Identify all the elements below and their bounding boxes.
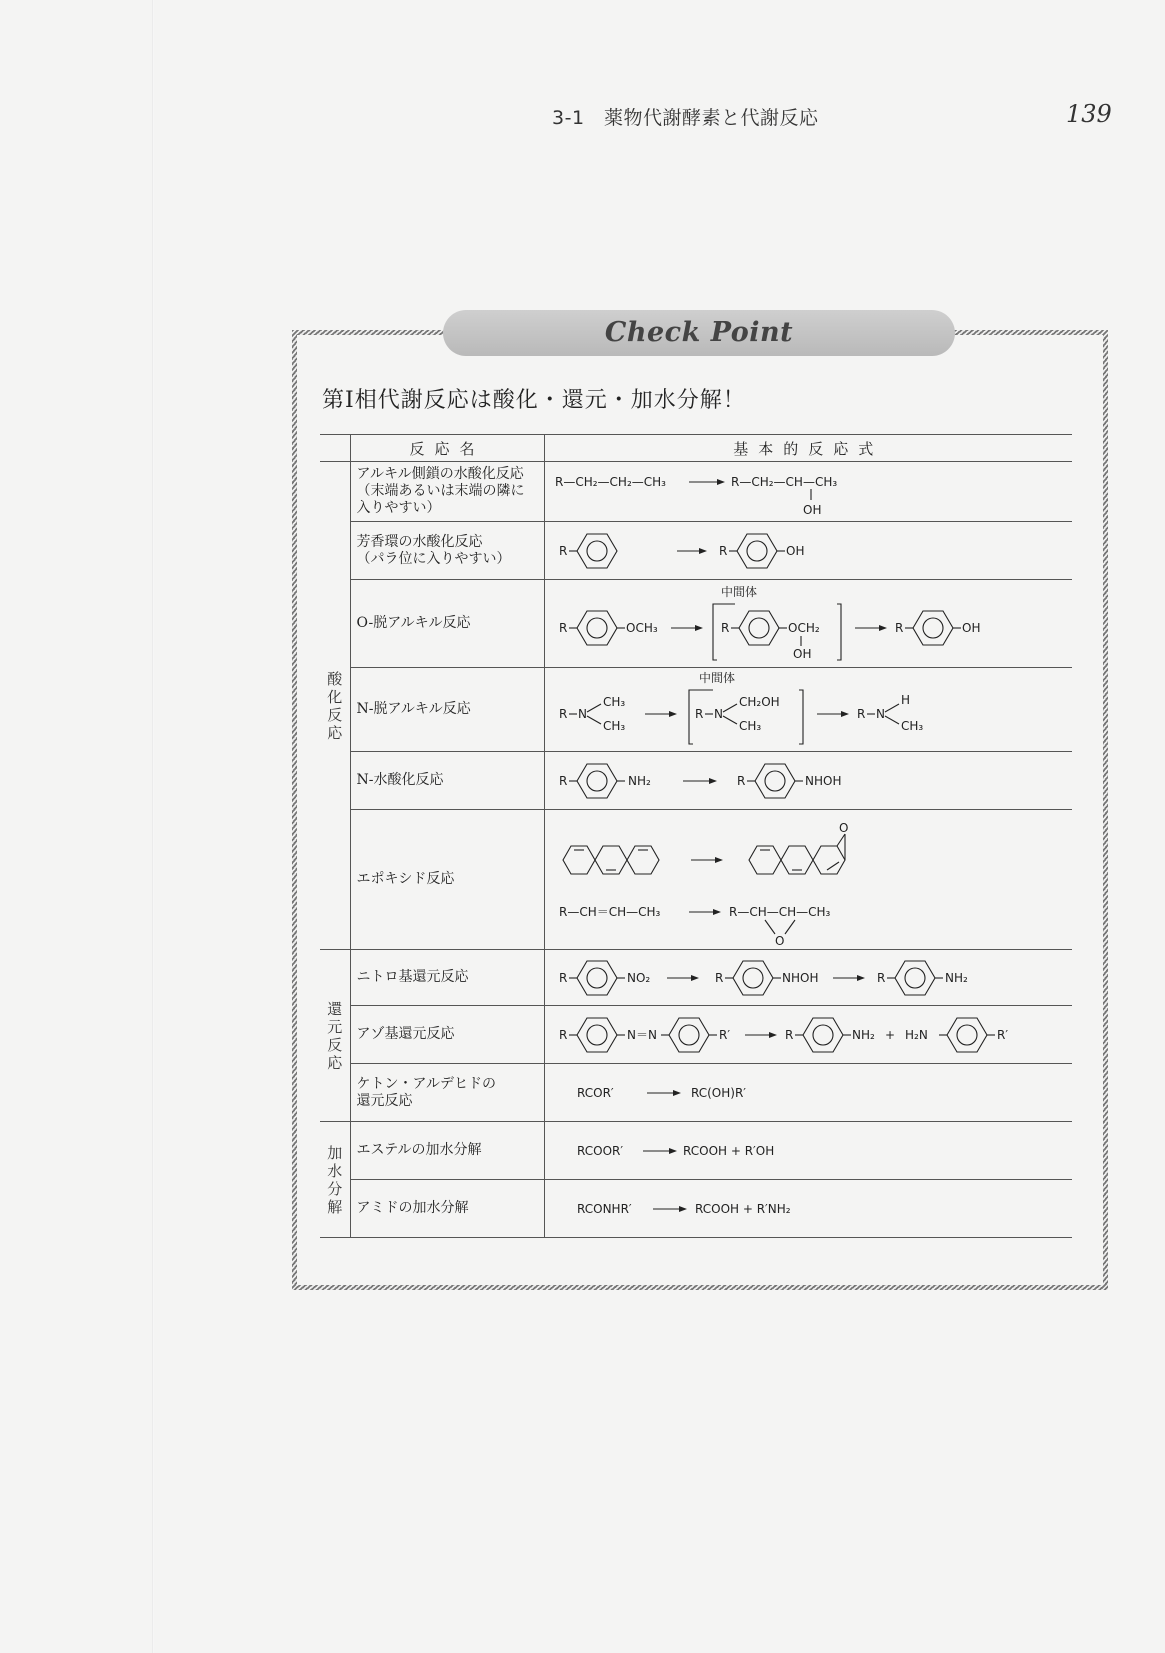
svg-text:NH₂: NH₂ — [851, 1027, 875, 1042]
reaction-name: アミドの加水分解 — [350, 1180, 544, 1238]
svg-text:N: N — [577, 706, 587, 721]
check-point-banner: Check Point — [443, 310, 955, 356]
reaction-equation — [544, 1006, 1072, 1064]
group-hydrolysis: 加水分解 — [320, 1122, 350, 1238]
svg-text:O: O — [838, 820, 848, 835]
table-row — [320, 522, 1072, 580]
box-heading: 第Ⅰ相代謝反応は酸化・還元・加水分解！ — [322, 388, 746, 413]
reaction-equation — [544, 950, 1072, 1006]
svg-text:RCOR′: RCOR′ — [576, 1085, 614, 1100]
svg-text:OH: OH — [961, 620, 980, 635]
svg-text:R: R — [876, 970, 885, 985]
svg-text:R—CH—CH—CH₃: R—CH—CH—CH₃ — [728, 904, 830, 919]
svg-text:CH₃: CH₃ — [738, 718, 761, 733]
svg-text:OH: OH — [785, 543, 804, 558]
reaction-equation — [544, 1064, 1072, 1122]
reaction-name: N-水酸化反応 — [350, 752, 544, 810]
reaction-name: アゾ基還元反応 — [350, 1006, 544, 1064]
reaction-name: エステルの加水分解 — [350, 1122, 544, 1180]
equation-header: 基本的反応式 — [544, 435, 1072, 462]
svg-text:OCH₃: OCH₃ — [625, 620, 658, 635]
svg-text:R: R — [736, 773, 745, 788]
svg-text:R: R — [714, 970, 723, 985]
svg-text:R: R — [558, 543, 567, 558]
svg-text:H: H — [900, 692, 910, 707]
reaction-equation — [544, 522, 1072, 580]
svg-text:RCOOH + R′NH₂: RCOOH + R′NH₂ — [694, 1201, 791, 1216]
group-reduction: 還元反応 — [320, 950, 350, 1122]
svg-text:+: + — [884, 1027, 895, 1042]
svg-text:OH: OH — [802, 502, 821, 517]
table-row — [320, 810, 1072, 950]
svg-text:R: R — [558, 706, 567, 721]
page-number: 139 — [1066, 100, 1112, 128]
svg-text:R: R — [558, 773, 567, 788]
svg-text:中間体: 中間体 — [720, 584, 757, 599]
svg-text:CH₃: CH₃ — [602, 694, 625, 709]
table-header-row — [320, 435, 1072, 462]
svg-text:RC(OH)R′: RC(OH)R′ — [690, 1085, 746, 1100]
svg-text:R: R — [784, 1027, 793, 1042]
table-row — [320, 462, 1072, 522]
table-row — [320, 1064, 1072, 1122]
reaction-name: 芳香環の水酸化反応 （パラ位に入りやすい） — [350, 522, 544, 580]
page-gutter — [152, 0, 154, 1653]
svg-text:N＝N: N＝N — [626, 1027, 657, 1042]
table-row — [320, 1122, 1072, 1180]
svg-text:OCH₂: OCH₂ — [787, 620, 820, 635]
svg-text:R: R — [856, 706, 865, 721]
svg-text:RCONHR′: RCONHR′ — [576, 1201, 632, 1216]
svg-text:CH₂OH: CH₂OH — [738, 694, 780, 709]
svg-text:NH₂: NH₂ — [627, 773, 651, 788]
group-header — [320, 435, 350, 462]
svg-text:R—CH₂—CH₂—CH₃: R—CH₂—CH₂—CH₃ — [554, 474, 666, 489]
table-row — [320, 668, 1072, 752]
svg-text:OH: OH — [792, 646, 811, 661]
reaction-table — [320, 434, 1072, 1238]
reaction-equation — [544, 1122, 1072, 1180]
reaction-equation — [544, 1180, 1072, 1238]
svg-text:R: R — [718, 543, 727, 558]
svg-text:RCOOH + R′OH: RCOOH + R′OH — [682, 1143, 774, 1158]
svg-text:R: R — [894, 620, 903, 635]
svg-text:R′: R′ — [996, 1027, 1008, 1042]
svg-text:NO₂: NO₂ — [626, 970, 650, 985]
svg-text:N: N — [875, 706, 885, 721]
reaction-name: エポキシド反応 — [350, 810, 544, 950]
svg-text:NHOH: NHOH — [781, 970, 818, 985]
svg-text:H₂N: H₂N — [904, 1027, 928, 1042]
svg-text:CH₃: CH₃ — [900, 718, 923, 733]
reaction-name: ニトロ基還元反応 — [350, 950, 544, 1006]
group-oxidation: 酸化反応 — [320, 462, 350, 950]
reaction-equation — [544, 668, 1072, 752]
svg-text:NH₂: NH₂ — [944, 970, 968, 985]
reaction-equation — [544, 580, 1072, 668]
reaction-name: O-脱アルキル反応 — [350, 580, 544, 668]
table-row — [320, 1180, 1072, 1238]
table-row — [320, 580, 1072, 668]
svg-text:N: N — [713, 706, 723, 721]
table-row — [320, 1006, 1072, 1064]
svg-text:RCOOR′: RCOOR′ — [576, 1143, 623, 1158]
svg-text:CH₃: CH₃ — [602, 718, 625, 733]
svg-text:R—CH₂—CH—CH₃: R—CH₂—CH—CH₃ — [730, 474, 837, 489]
svg-text:R—CH＝CH—CH₃: R—CH＝CH—CH₃ — [558, 904, 660, 919]
running-head: 3-1 薬物代謝酵素と代謝反応 — [552, 107, 819, 129]
svg-text:R: R — [558, 620, 567, 635]
reaction-name: N-脱アルキル反応 — [350, 668, 544, 752]
svg-text:R: R — [558, 1027, 567, 1042]
reaction-name: ケトン・アルデヒドの 還元反応 — [350, 1064, 544, 1122]
table-row — [320, 752, 1072, 810]
name-header: 反応名 — [350, 435, 544, 462]
svg-text:R: R — [558, 970, 567, 985]
svg-text:NHOH: NHOH — [804, 773, 841, 788]
svg-text:O: O — [774, 933, 784, 948]
reaction-equation — [544, 810, 1072, 950]
table-row — [320, 950, 1072, 1006]
svg-text:中間体: 中間体 — [698, 670, 735, 685]
reaction-name: アルキル側鎖の水酸化反応（末端あるいは末端の隣に入りやすい） — [350, 462, 544, 522]
reaction-equation — [544, 752, 1072, 810]
svg-text:R: R — [720, 620, 729, 635]
reaction-equation — [544, 462, 1072, 522]
svg-text:R: R — [694, 706, 703, 721]
svg-text:R′: R′ — [718, 1027, 730, 1042]
